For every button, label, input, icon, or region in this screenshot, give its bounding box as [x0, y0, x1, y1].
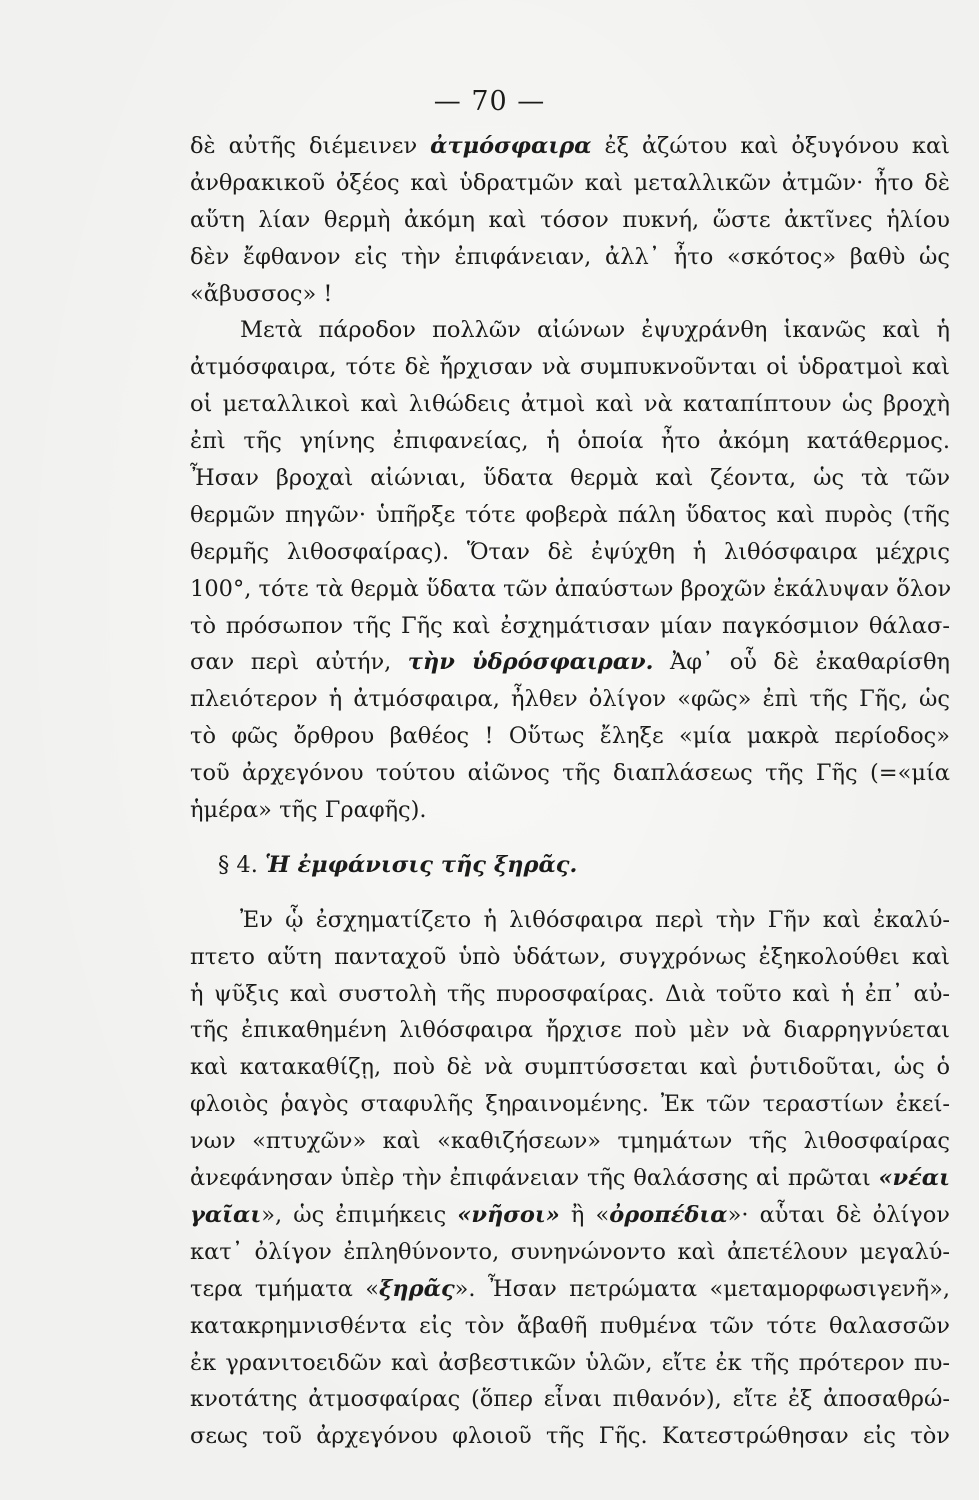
emphasis-term: ξηρᾶς [378, 1275, 455, 1302]
paragraph-2 [190, 312, 950, 828]
text-line: Μετὰ πάροδον πολλῶν αἰώνων ἐψυχράνθη ἱκανῶς καὶ ἡ [240, 317, 950, 344]
paragraph-1 [190, 128, 950, 312]
text-line: πλειότερον ἡ ἀτμόσφαιρα, ἦλθεν ὀλίγον «φῶς» ἐπὶ τῆς Γῆς, ὡς [190, 686, 950, 713]
text-line: τῆς ἐπικαθημένη λιθόσφαιρα ἤρχισε ποὺ μὲν νὰ διαρρηγνύεται [190, 1017, 950, 1044]
text-line: ἀνεφάνησαν ὑπὲρ τὴν ἐπιφάνειαν τῆς θαλάσσης αἱ πρῶται «νέαι [190, 1165, 950, 1192]
text-line: οἱ μεταλλικοὶ καὶ λιθώδεις ἀτμοὶ καὶ νὰ καταπίπτουν ὡς βροχὴ [190, 391, 950, 418]
text-line: κατ᾽ ὀλίγον ἐπληθύνοντο, συνηνώνοντο καὶ ἀπετέλουν μεγαλύ- [190, 1238, 950, 1265]
text-line: θερμῆς λιθοσφαίρας). Ὅταν δὲ ἐψύχθη ἡ λιθόσφαιρα μέχρις [190, 538, 950, 565]
text-line: ἀτμόσφαιρα, τότε δὲ ἤρχισαν νὰ συμπυκνοῦνται οἱ ὑδρατμοὶ καὶ [190, 354, 950, 381]
text-line: πτετο αὕτη πανταχοῦ ὑπὸ ὑδάτων, συγχρόνως ἐξηκολούθει καὶ [190, 943, 950, 970]
text-line: Ἦσαν βροχαὶ αἰώνιαι, ὕδατα θερμὰ καὶ ζέοντα, ὡς τὰ τῶν [190, 465, 950, 492]
text-line: θερμῶν πηγῶν· ὑπῆρξε τότε φοβερὰ πάλη ὕδατος καὶ πυρὸς (τῆς [190, 501, 950, 528]
text-line: ἡμέρα» τῆς Γραφῆς). [190, 797, 427, 824]
text-line: σεως τοῦ ἀρχεγόνου φλοιοῦ τῆς Γῆς. Κατεστρώθησαν εἰς τὸν [190, 1423, 950, 1450]
text-line: σαν περὶ αὐτήν, τὴν ὑδρόσφαιραν. Ἀφ᾽ οὗ δὲ ἐκαθαρίσθη [190, 649, 951, 676]
text-line: γαῖαι», ὡς ἐπιμήκεις «νῆσοι» ἢ «ὀροπέδια»· αὗται δὲ ὀλίγον [190, 1201, 950, 1228]
emphasis-term: «νῆσοι» [457, 1201, 560, 1228]
text-line: νων «πτυχῶν» καὶ «καθιζήσεων» τμημάτων τῆς λιθοσφαίρας [190, 1128, 950, 1155]
text-line: φλοιὸς ῥαγὸς σταφυλῆς ξηραινομένης. Ἐκ τῶν τεραστίων ἐκεί- [190, 1091, 950, 1118]
page-text [190, 128, 950, 1455]
text-line: ἡ ψῦξις καὶ συστολὴ τῆς πυροσφαίρας. Διὰ τοῦτο καὶ ἡ ἐπ᾽ αὐ- [190, 980, 950, 1007]
text-line: ἐκ γρανιτοειδῶν καὶ ἀσβεστικῶν ὑλῶν, εἴτε ἐκ τῆς πρότερον πυ- [190, 1349, 950, 1376]
text-line: 100°, τότε τὰ θερμὰ ὕδατα τῶν ἀπαύστων βροχῶν ἐκάλυψαν ὅλον [190, 575, 952, 602]
text-line: δὲν ἔφθανον εἰς τὴν ἐπιφάνειαν, ἀλλ᾽ ἦτο «σκότος» βαθὺ ὡς [190, 243, 950, 270]
section-heading [190, 847, 950, 884]
text-line: ἐπὶ τῆς γηίνης ἐπιφανείας, ἡ ὁποία ἦτο ἀκόμη κατάθερμος. [190, 428, 950, 455]
emphasis-term: ὀροπέδια [609, 1201, 728, 1228]
text-line: Ἐν ᾧ ἐσχηματίζετο ἡ λιθόσφαιρα περὶ τὴν Γῆν καὶ ἐκαλύ- [240, 906, 950, 933]
emphasis-term: «νέαι [878, 1165, 950, 1192]
text-line: κατακρημνισθέντα εἰς τὸν ἄβαθῆ πυθμένα τῶν τότε θαλασσῶν [190, 1312, 950, 1339]
text-line: ἀνθρακικοῦ ὀξέος καὶ ὑδρατμῶν καὶ μεταλλικῶν ἀτμῶν· ἦτο δὲ [190, 169, 950, 196]
text-line: καὶ κατακαθίζῃ, ποὺ δὲ νὰ συμπτύσσεται καὶ ῥυτιδοῦται, ὡς ὁ [190, 1054, 950, 1081]
text-line: τὸ φῶς ὄρθρου βαθέος ! Οὕτως ἔληξε «μία μακρὰ περίοδος» [190, 723, 950, 750]
text-line: δὲ αὐτῆς διέμεινεν ἀτμόσφαιρα ἐξ ἀζώτου καὶ ὀξυγόνου καὶ [190, 133, 950, 159]
text-line: «ἄβυσσος» ! [190, 280, 333, 307]
section-number: § 4. [218, 851, 266, 878]
text-line: αὕτη λίαν θερμὴ ἀκόμη καὶ τόσον πυκνή, ὥστε ἀκτῖνες ἡλίου [190, 206, 950, 233]
emphasis-term: γαῖαι [190, 1201, 262, 1228]
text-line: κνοτάτης ἀτμοσφαίρας (ὅπερ εἶναι πιθανόν), εἴτε ἐξ ἀποσαθρώ- [190, 1386, 950, 1413]
text-line: τοῦ ἀρχεγόνου τούτου αἰῶνος τῆς διαπλάσεως τῆς Γῆς (=«μία [190, 760, 950, 787]
text-line: τὸ πρόσωπον τῆς Γῆς καὶ ἐσχημάτισαν μίαν παγκόσμιον θάλασ- [190, 612, 950, 639]
section-title: Ἡ ἐμφάνισις τῆς ξηρᾶς. [265, 851, 578, 878]
page-number: — 70 — [433, 86, 546, 117]
emphasis-term: τὴν ὑδρόσφαιραν. [407, 649, 654, 676]
text-line: τερα τμήματα «ξηρᾶς». Ἦσαν πετρώματα «μεταμορφωσιγενῆ», [190, 1275, 950, 1302]
paragraph-3 [190, 902, 950, 1455]
emphasis-term: ἀτμόσφαιρα [430, 133, 592, 159]
